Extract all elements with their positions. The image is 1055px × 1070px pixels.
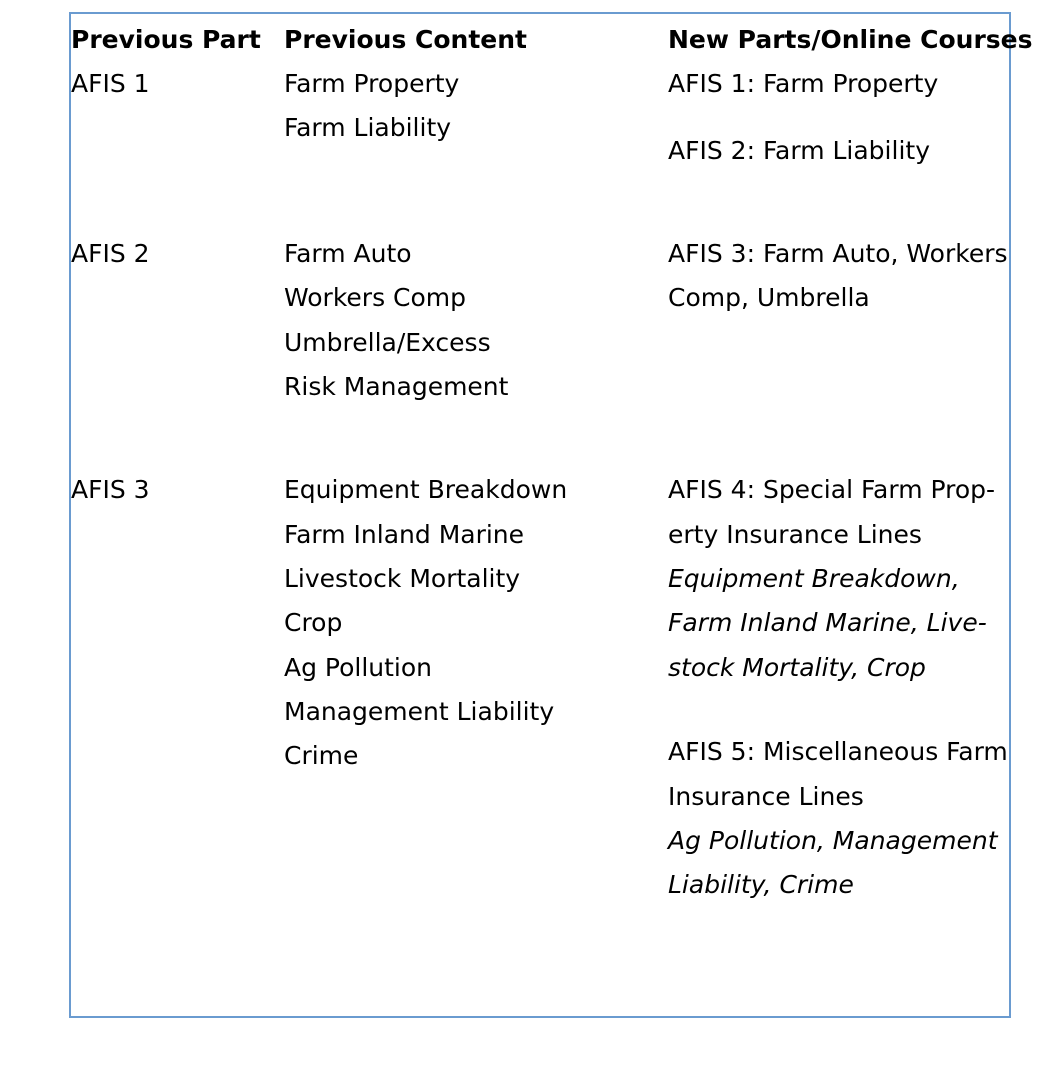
row3-content-item: Crime (284, 741, 359, 770)
row1-new-course: AFIS 2: Farm Liability (668, 136, 930, 165)
row3-content-item: Management Liability (284, 697, 555, 726)
row2-content-item: Farm Auto (284, 239, 412, 268)
row3-content-item: Ag Pollution (284, 653, 433, 682)
header-previous-content: Previous Content (284, 25, 528, 54)
row3-content-item: Crop (284, 608, 343, 637)
row3-content-item: Farm Inland Marine (284, 520, 525, 549)
row3-new-course-afis4-detail: Farm Inland Marine, Live- (668, 608, 987, 637)
row3-new-course-afis4: erty Insurance Lines (668, 520, 922, 549)
row3-new-course-afis5-detail: Liability, Crime (668, 870, 854, 899)
row1-content-item: Farm Liability (284, 113, 452, 142)
row2-part: AFIS 2 (71, 239, 150, 268)
row3-new-course-afis5: AFIS 5: Miscellaneous Farm (668, 737, 1008, 766)
row3-new-course-afis5: Insurance Lines (668, 782, 864, 811)
row2-new-course: Comp, Umbrella (668, 283, 870, 312)
header-previous-part: Previous Part (71, 25, 261, 54)
header-new-parts: New Parts/Online Courses (668, 25, 1033, 54)
row2-content-item: Workers Comp (284, 283, 467, 312)
row3-new-course-afis5-detail: Ag Pollution, Management (668, 826, 998, 855)
row3-new-course-afis4-detail: stock Mortality, Crop (668, 653, 926, 682)
row3-new-course-afis4: AFIS 4: Special Farm Prop- (668, 475, 996, 504)
row3-new-course-afis4-detail: Equipment Breakdown, (668, 564, 960, 593)
row1-new-course: AFIS 1: Farm Property (668, 69, 939, 98)
row3-part: AFIS 3 (71, 475, 150, 504)
row3-content-item: Livestock Mortality (284, 564, 521, 593)
row2-new-course: AFIS 3: Farm Auto, Workers (668, 239, 1008, 268)
row2-content-item: Risk Management (284, 372, 509, 401)
row3-content-item: Equipment Breakdown (284, 475, 568, 504)
row1-part: AFIS 1 (71, 69, 150, 98)
row1-content-item: Farm Property (284, 69, 460, 98)
row2-content-item: Umbrella/Excess (284, 328, 491, 357)
